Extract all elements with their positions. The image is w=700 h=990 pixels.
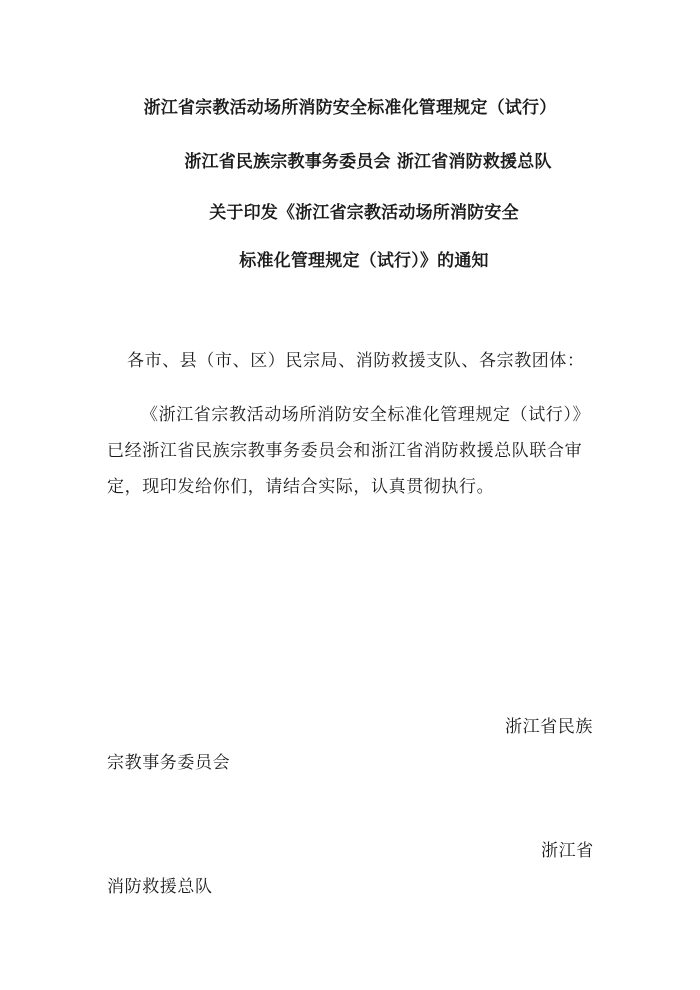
notice-title-line-2: 标准化管理规定（试行）》的通知 <box>239 251 489 271</box>
body-line-3: 定，现印发给你们，请结合实际，认真贯彻执行。 <box>107 477 495 497</box>
signature-1-line-2: 宗教事务委员会 <box>107 753 231 773</box>
signature-1-line-1: 浙江省民族 <box>505 717 593 737</box>
signature-2-line-1: 浙江省 <box>541 841 594 861</box>
issuers-line: 浙江省民族宗教事务委员会 浙江省消防救援总队 <box>184 152 552 172</box>
document-main-title: 浙江省宗教活动场所消防安全标准化管理规定（试行） <box>143 98 557 118</box>
signature-2-line-2: 消防救援总队 <box>107 877 213 897</box>
salutation: 各市、县（市、区）民宗局、消防救援支队、各宗教团体： <box>127 351 585 371</box>
body-line-1: 《浙江省宗教活动场所消防安全标准化管理规定（试行）》 <box>141 405 591 425</box>
notice-title-line-1: 关于印发《浙江省宗教活动场所消防安全 <box>209 203 519 223</box>
body-line-2: 已经浙江省民族宗教事务委员会和浙江省消防救援总队联合审 <box>107 441 583 461</box>
